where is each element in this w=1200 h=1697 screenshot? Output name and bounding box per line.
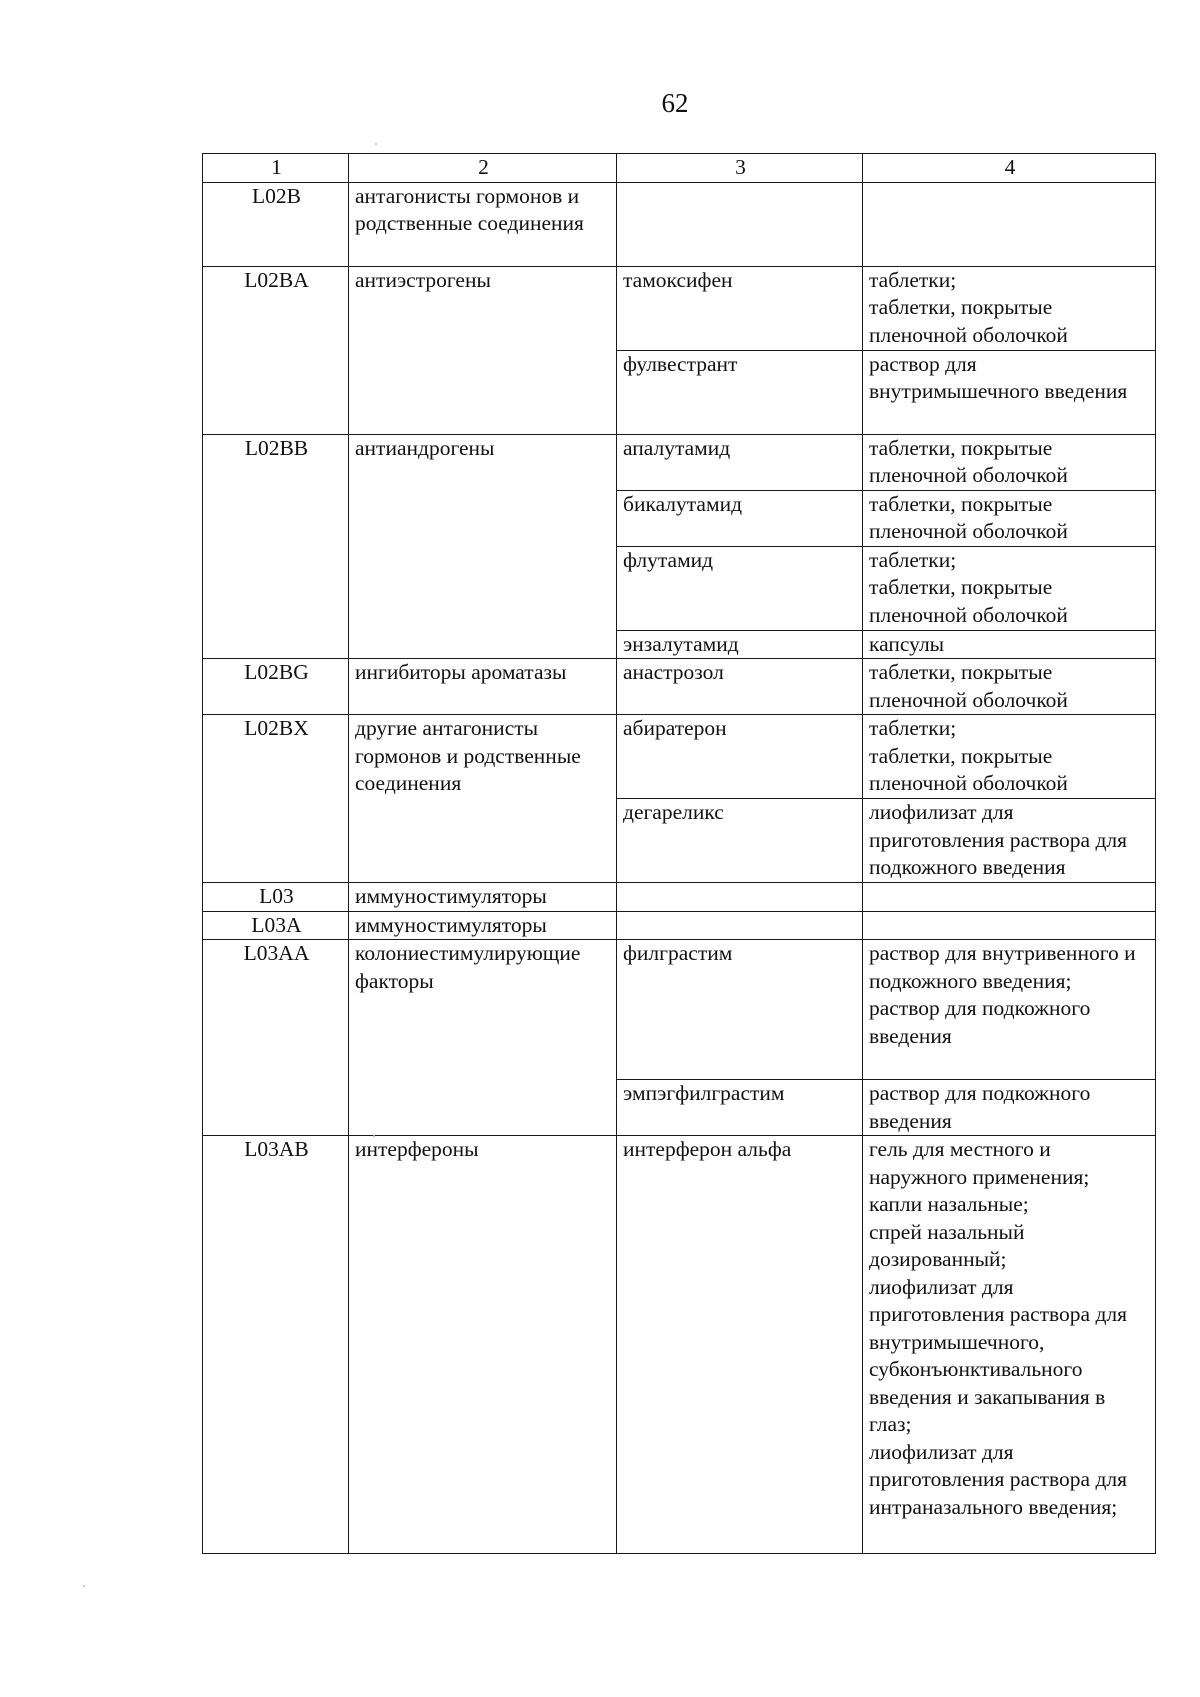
group-name-cell: колониестимулирующие факторы — [349, 940, 617, 1136]
atc-code-cell: L02BA — [203, 266, 349, 434]
dosage-form-cell: раствор для подкожного введения — [863, 1080, 1156, 1136]
dosage-form-cell: лиофилизат для приготовления раствора для подкожного введения — [863, 799, 1156, 883]
medication-table — [202, 153, 1156, 1554]
dosage-form-cell: таблетки, покрытые пленочной оболочкой — [863, 490, 1156, 546]
drug-name-cell: интерферон альфа — [617, 1136, 863, 1554]
table-row — [203, 266, 1156, 350]
table-row — [203, 182, 1156, 266]
table-row — [203, 715, 1156, 799]
scan-speck — [83, 1585, 85, 1587]
drug-name-cell: анастрозол — [617, 659, 863, 715]
atc-code-cell: L03A — [203, 911, 349, 940]
drug-name-cell: абиратерон — [617, 715, 863, 799]
atc-code-cell: L02BG — [203, 659, 349, 715]
dosage-form-cell: таблетки, покрытые пленочной оболочкой — [863, 659, 1156, 715]
drug-name-cell — [617, 883, 863, 912]
table-row — [203, 434, 1156, 490]
group-name-cell: иммуностимуляторы — [349, 911, 617, 940]
drug-name-cell: флутамид — [617, 546, 863, 630]
table-row — [203, 659, 1156, 715]
atc-code-cell: L03AA — [203, 940, 349, 1136]
page-number: 62 — [661, 88, 689, 118]
scan-speck — [375, 143, 377, 145]
drug-name-cell: апалутамид — [617, 434, 863, 490]
atc-code-cell: L03AB — [203, 1136, 349, 1554]
group-name-cell: другие антагонисты гормонов и родственные соединения — [349, 715, 617, 883]
group-name-cell: интерфероны — [349, 1136, 617, 1554]
table-row — [203, 1136, 1156, 1554]
table-row — [203, 940, 1156, 1080]
dosage-form-cell: таблетки; таблетки, покрытые пленочной оболочкой — [863, 715, 1156, 799]
atc-code-cell: L03 — [203, 883, 349, 912]
group-name-cell: антиандрогены — [349, 434, 617, 659]
dosage-form-cell — [863, 182, 1156, 266]
atc-code-cell: L02B — [203, 182, 349, 266]
header-cell: 2 — [349, 154, 617, 183]
dosage-form-cell — [863, 883, 1156, 912]
drug-name-cell — [617, 911, 863, 940]
dosage-form-cell: раствор для внутривенного и подкожного введения; раствор для подкожного введения — [863, 940, 1156, 1080]
group-name-cell: иммуностимуляторы — [349, 883, 617, 912]
drug-name-cell — [617, 182, 863, 266]
drug-name-cell: фулвестрант — [617, 350, 863, 434]
header-row — [203, 154, 1156, 183]
dosage-form-cell: таблетки; таблетки, покрытые пленочной оболочкой — [863, 266, 1156, 350]
group-name-cell: антиэстрогены — [349, 266, 617, 434]
dosage-form-cell: раствор для внутримышечного введения — [863, 350, 1156, 434]
dosage-form-cell — [863, 911, 1156, 940]
header-cell: 4 — [863, 154, 1156, 183]
drug-name-cell: тамоксифен — [617, 266, 863, 350]
scan-speck — [373, 1135, 375, 1137]
dosage-form-cell: капсулы — [863, 630, 1156, 659]
table-row — [203, 911, 1156, 940]
atc-code-cell: L02BB — [203, 434, 349, 659]
drug-name-cell: дегареликс — [617, 799, 863, 883]
atc-code-cell: L02BX — [203, 715, 349, 883]
header-cell: 3 — [617, 154, 863, 183]
dosage-form-cell: таблетки, покрытые пленочной оболочкой — [863, 434, 1156, 490]
drug-name-cell: энзалутамид — [617, 630, 863, 659]
drug-name-cell: эмпэгфилграстим — [617, 1080, 863, 1136]
table-row — [203, 883, 1156, 912]
header-cell: 1 — [203, 154, 349, 183]
group-name-cell: антагонисты гормонов и родственные соединения — [349, 182, 617, 266]
group-name-cell: ингибиторы ароматазы — [349, 659, 617, 715]
dosage-form-cell: гель для местного и наружного применения; капли назальные; спрей назальный дозированный; лиофилизат для приготовления раствора для внутримышечного, субконъюнктивального введения и закапывания в глаз; лиофилизат для приготовления раствора для интраназального введения; — [863, 1136, 1156, 1554]
drug-name-cell: бикалутамид — [617, 490, 863, 546]
drug-name-cell: филграстим — [617, 940, 863, 1080]
dosage-form-cell: таблетки; таблетки, покрытые пленочной оболочкой — [863, 546, 1156, 630]
